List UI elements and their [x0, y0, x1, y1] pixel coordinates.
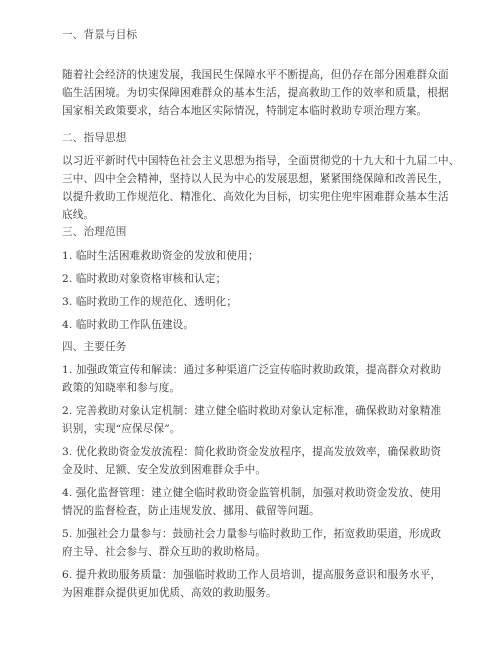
section-heading-main-tasks: 四、主要任务 [62, 341, 127, 353]
paragraph-line: 以提升救助工作规范化、精准化、高效化为目标，切实兜住兜牢困难群众基本生活 [62, 191, 449, 203]
section-heading-background: 一、背景与目标 [62, 29, 138, 41]
paragraph-line: 以习近平新时代中国特色社会主义思想为指导，全面贯彻党的十九大和十九届二中、 [62, 155, 460, 167]
paragraph-line: 底线。 [62, 209, 95, 221]
paragraph-line: 三中、四中全会精神，坚持以人民为中心的发展思想，紧紧围绕保障和改善民生， [62, 173, 449, 185]
list-item: 4. 临时救助工作队伍建设。 [62, 319, 195, 331]
list-item: 3. 临时救助工作的规范化、透明化； [62, 296, 238, 308]
section-heading-guiding-ideology: 二、指导思想 [62, 132, 127, 144]
list-item: 1. 临时生活困难救助资金的发放和使用； [62, 250, 259, 262]
list-item-continuation: 府主导、社会参与、群众互助的救助格局。 [62, 546, 267, 558]
section-heading-scope: 三、治理范围 [62, 226, 127, 238]
list-item-continuation: 情况的监督检查，防止违规发放、挪用、截留等问题。 [62, 505, 320, 517]
paragraph-line: 临生活困境。为切实保障困难群众的基本生活，提高救助工作的效率和质量，根据 [62, 87, 449, 99]
list-item-continuation: 金及时、足额、安全发放到困难群众手中。 [62, 464, 267, 476]
list-item: 1. 加强政策宣传和解读：通过多种渠道广泛宣传临时救助政策，提高群众对救助 [62, 364, 442, 376]
list-item-continuation: 政策的知晓率和参与度。 [62, 382, 181, 394]
list-item: 3. 优化救助资金发放流程：简化救助资金发放程序，提高发放效率，确保救助资 [62, 446, 442, 458]
paragraph-line: 随着社会经济的快速发展，我国民生保障水平不断提高，但仍存在部分困难群众面 [62, 69, 449, 81]
list-item-continuation: 为困难群众提供更加优质、高效的救助服务。 [62, 587, 277, 599]
list-item: 6. 提升救助服务质量：加强临时救助工作人员培训，提高服务意识和服务水平， [62, 569, 442, 581]
list-item: 4. 强化监督管理：建立健全临时救助资金监管机制，加强对救助资金发放、使用 [62, 487, 442, 499]
list-item: 5. 加强社会力量参与：鼓励社会力量参与临时救助工作，拓宽救助渠道，形成政 [62, 528, 442, 540]
list-item: 2. 完善救助对象认定机制：建立健全临时救助对象认定标准，确保救助对象精准 [62, 405, 442, 417]
paragraph-line: 国家相关政策要求，结合本地区实际情况，特制定本临时救助专项治理方案。 [62, 105, 428, 117]
list-item-continuation: 识别，实现“应保尽保”。 [62, 423, 181, 435]
list-item: 2. 临时救助对象资格审核和认定； [62, 273, 227, 285]
